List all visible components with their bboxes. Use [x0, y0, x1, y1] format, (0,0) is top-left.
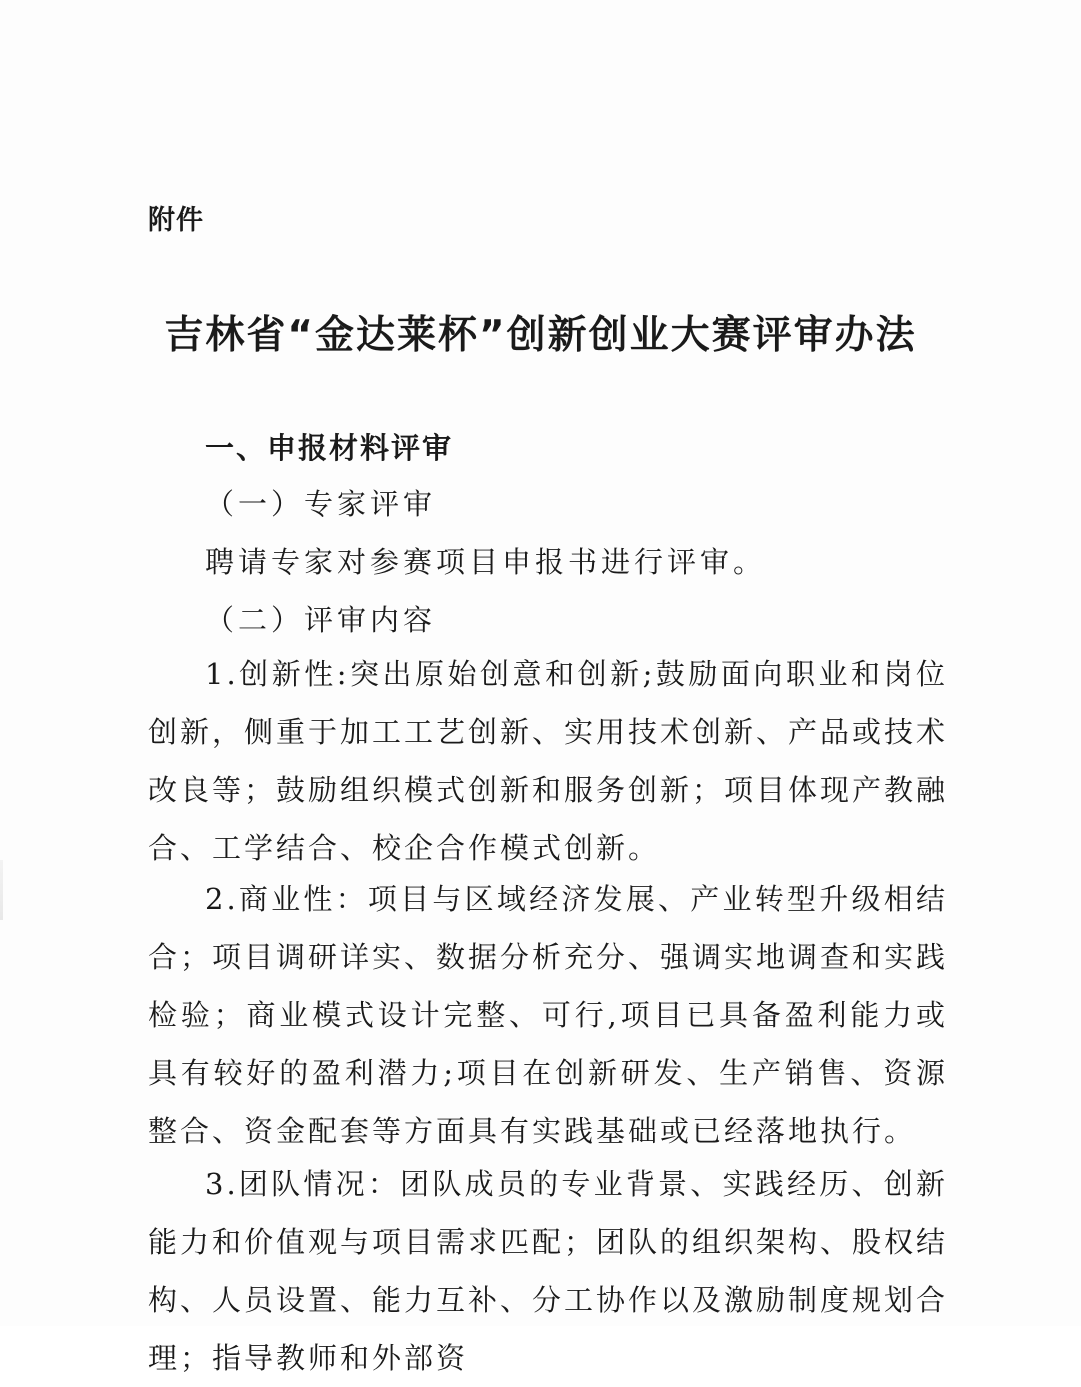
- document-title: 吉林省“金达莱杯”创新创业大赛评审办法: [164, 313, 917, 358]
- paragraph-team: 3.团队情况：团队成员的专业背景、实践经历、创新能力和价值观与项目需求匹配；团队的组织架构、股权结构、人员设置、能力互补、分工协作以及激励制度规划合理；指导教师和外部资: [148, 1167, 949, 1375]
- subheading-expert-review: （一）专家评审: [205, 487, 437, 521]
- scan-edge-mark: [0, 860, 3, 920]
- attachment-label: 附件: [148, 205, 204, 236]
- paragraph-innovation: 1.创新性:突出原始创意和创新;鼓励面向职业和岗位创新，侧重于加工工艺创新、实用技术创新、产品或技术改良等；鼓励组织模式创新和服务创新；项目体现产教融合、工学结合、校企合作模式创新。: [148, 657, 949, 865]
- expert-review-text: 聘请专家对参赛项目申报书进行评审。: [205, 545, 767, 579]
- section-heading: 一、申报材料评审: [205, 431, 454, 465]
- paragraph-commercial: 2.商业性：项目与区域经济发展、产业转型升级相结合；项目调研详实、数据分析充分、强调实地调查和实践检验；商业模式设计完整、可行,项目已具备盈利能力或具有较好的盈利潜力;项目在创新研发、生产销售、资源整合、资金配套等方面具有实践基础或已经落地执行。: [148, 882, 949, 1148]
- subheading-review-content: （二）评审内容: [205, 603, 437, 637]
